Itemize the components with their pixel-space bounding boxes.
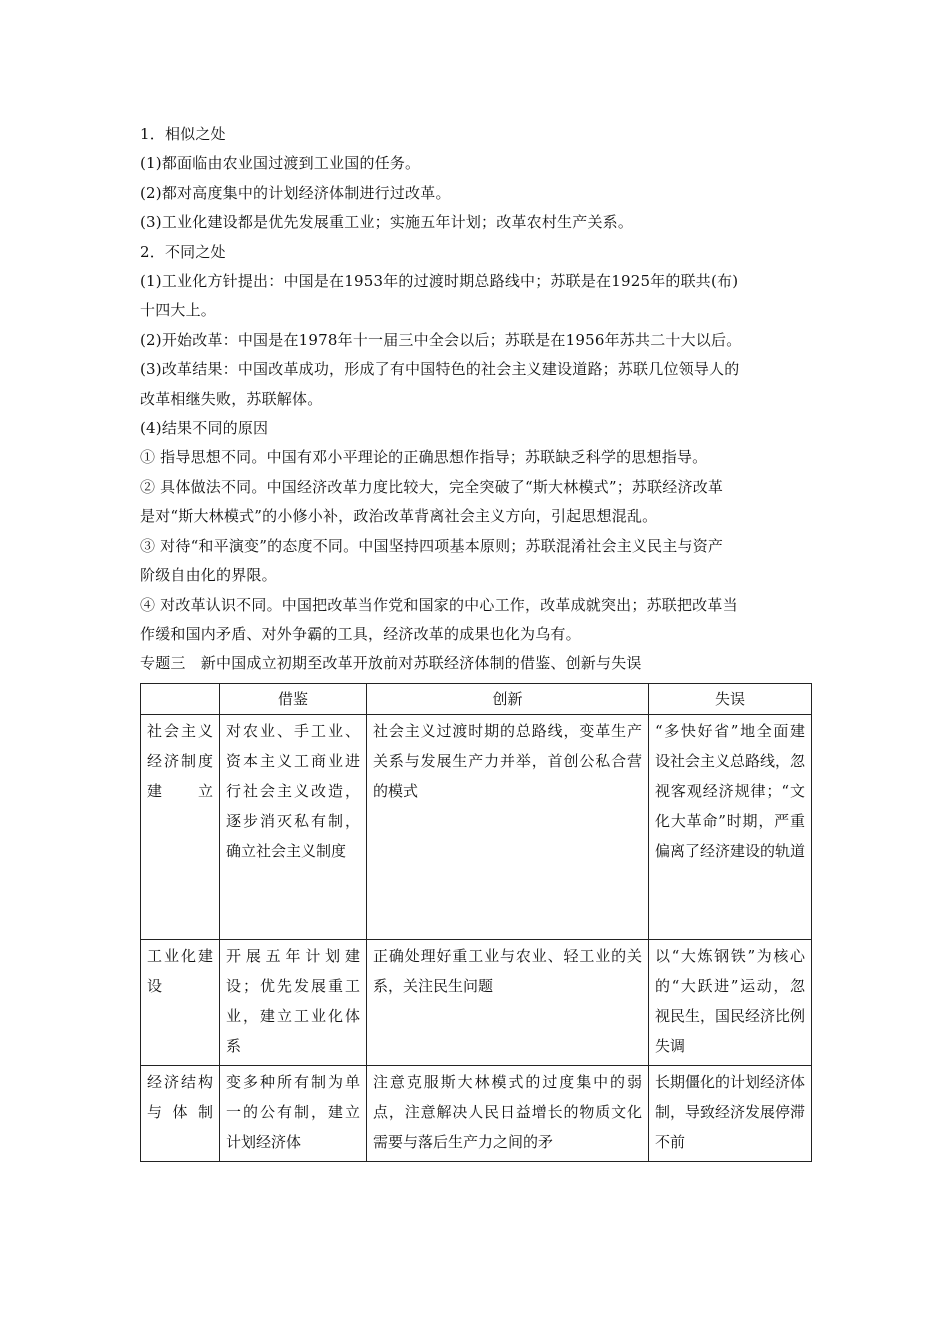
table-row <box>141 1065 812 1161</box>
paragraph: (1)都面临由农业国过渡到工业国的任务。 <box>140 154 421 173</box>
mistake-cell: “多快好省”地全面建设社会主义总路线，忽视客观经济规律；“文化大革命”时期，严重偏离了经济建设的轨道 <box>649 714 812 939</box>
row-head-cell: 经济结构与体制 <box>141 1065 220 1161</box>
paragraph: 阶级自由化的界限。 <box>140 566 277 585</box>
row-head-cell: 社会主义经济制度建立 <box>141 714 220 939</box>
paragraph: (2)开始改革：中国是在1978年十一届三中全会以后；苏联是在1956年苏共二十大以后。 <box>140 330 742 349</box>
paragraph: 改革相继失败，苏联解体。 <box>140 389 323 408</box>
borrow-cell: 变多种所有制为单一的公有制，建立计划经济体 <box>220 1065 367 1161</box>
row-head-cell: 工业化建设 <box>141 939 220 1065</box>
paragraph: ③ 对待“和平演变”的态度不同。中国坚持四项基本原则；苏联混淆社会主义民主与资产 <box>140 536 724 555</box>
paragraph: (4)结果不同的原因 <box>140 419 269 438</box>
paragraph: ① 指导思想不同。中国有邓小平理论的正确思想作指导；苏联缺乏科学的思想指导。 <box>140 448 708 467</box>
section-heading-differences: 2．不同之处 <box>140 242 226 261</box>
mistake-cell: 以“大炼钢铁”为核心的“大跃进”运动，忽视民生，国民经济比例失调 <box>649 939 812 1065</box>
paragraph: ② 具体做法不同。中国经济改革力度比较大，完全突破了“斯大林模式”；苏联经济改革 <box>140 477 724 496</box>
document-page <box>140 120 820 1162</box>
section-heading-similarities: 1．相似之处 <box>140 125 226 143</box>
table-header-row <box>141 683 812 714</box>
header-cell-mistake: 失误 <box>649 683 812 714</box>
borrow-cell: 对农业、手工业、资本主义工商业进行社会主义改造，逐步消灭私有制，确立社会主义制度 <box>220 714 367 939</box>
innovate-cell: 正确处理好重工业与农业、轻工业的关系，关注民生问题 <box>367 939 649 1065</box>
paragraph: (3)改革结果：中国改革成功，形成了有中国特色的社会主义建设道路；苏联几位领导人的 <box>140 360 740 379</box>
paragraph: 十四大上。 <box>140 301 217 320</box>
paragraph: ④ 对改革认识不同。中国把改革当作党和国家的中心工作，改革成就突出；苏联把改革当 <box>140 595 738 614</box>
mistake-cell: 长期僵化的计划经济体制，导致经济发展停滞不前 <box>649 1065 812 1161</box>
innovate-cell: 社会主义过渡时期的总路线，变革生产关系与发展生产力并举，首创公私合营的模式 <box>367 714 649 939</box>
header-cell-innovate: 创新 <box>367 683 649 714</box>
paragraph: (1)工业化方针提出：中国是在1953年的过渡时期总路线中；苏联是在1925年的联共(布) <box>140 272 739 291</box>
header-cell-empty <box>141 683 220 714</box>
borrow-cell: 开展五年计划建设；优先发展重工业，建立工业化体系 <box>220 939 367 1065</box>
paragraph: (2)都对高度集中的计划经济体制进行过改革。 <box>140 183 451 202</box>
header-cell-borrow: 借鉴 <box>220 683 367 714</box>
table-row <box>141 714 812 939</box>
comparison-table <box>140 683 812 1162</box>
paragraph: 作缓和国内矛盾、对外争霸的工具，经济改革的成果也化为乌有。 <box>140 624 581 643</box>
topic-title: 专题三 新中国成立初期至改革开放前对苏联经济体制的借鉴、创新与失误 <box>140 654 642 673</box>
table-row <box>141 939 812 1065</box>
innovate-cell: 注意克服斯大林模式的过度集中的弱点，注意解决人民日益增长的物质文化需要与落后生产力之间的矛 <box>367 1065 649 1161</box>
paragraph: 是对“斯大林模式”的小修小补，政治改革背离社会主义方向，引起思想混乱。 <box>140 507 658 526</box>
paragraph: (3)工业化建设都是优先发展重工业；实施五年计划；改革农村生产关系。 <box>140 213 634 232</box>
